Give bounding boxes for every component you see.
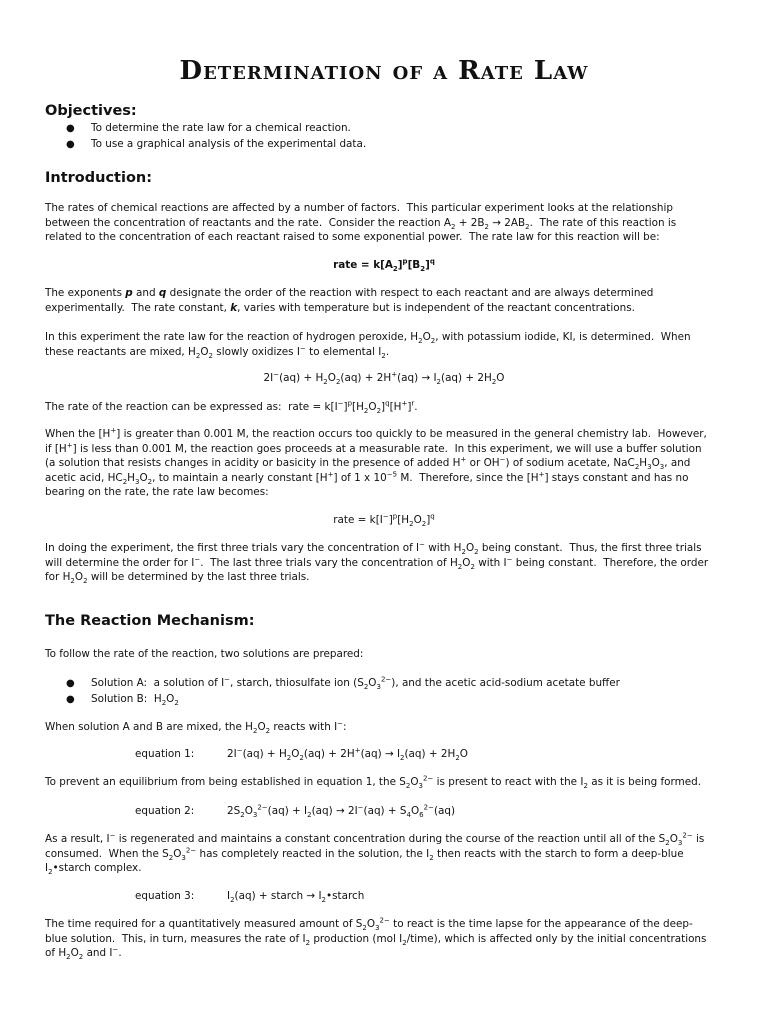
intro-paragraph-4: The rate of the reaction can be expressed as: rate = $k[I^-]^p[H_2O_2]^q[H^+]^r$. — [45, 399, 418, 416]
bullet-icon: ● — [66, 678, 75, 689]
mechanism-paragraph-5: The time required for a quantitatively measured amount of $S_2O_3^{2-}$ to react is the time lapse for the appearance of the deep-blue solution. This, in turn, measures the rate of $I_2$ production (mol $I_2/time$), which is affected only by the initial concentrations of $H_2O_2$ and I−. — [45, 916, 707, 962]
intro-paragraph-2: The exponents p and q designate the order of the reaction with respect to each reactant and are always determined experimentally. The rate constant, k, varies with temperature but is independent of the reactant concentrations. — [45, 287, 654, 314]
intro-paragraph-3: In this experiment the rate law for the reaction of hydrogen peroxide, $H_2O_2$, with potassium iodide, KI, is determined. When these reactants are mixed, $H_2O_2$ slowly oxidizes I− to elemental $I_2$. — [45, 331, 691, 360]
equation-2-label: equation 2: — [135, 805, 195, 817]
intro-paragraph-6: In doing the experiment, the first three trials vary the concentration of I− with $H_2O_2$ being constant. Thus, the first three trials will determine the order for I−. The last three trials vary the concentration of $H_2O_2$ with I− being constant. Therefore, the order for $H_2O_2$ will be determined by the last three trials. — [45, 540, 709, 586]
bullet-icon: ● — [66, 139, 75, 150]
mechanism-paragraph-3: To prevent an equilibrium from being established in equation 1, the $S_2O_3^{2-}$ is present to react with the $I_2$ as it is being formed. — [45, 774, 702, 791]
overall-reaction-equation: $2I^-(aq) + H_2O_2(aq) + 2H^+(aq) \to I_2(aq) + 2H_2O$ — [263, 370, 505, 387]
mechanism-paragraph-1: To follow the rate of the reaction, two solutions are prepared: — [45, 648, 364, 660]
objective-item: To determine the rate law for a chemical reaction. — [91, 122, 351, 134]
mechanism-paragraph-2: When solution A and B are mixed, the $H_2O_2$ reacts with I−: — [45, 719, 347, 736]
mechanism-paragraph-4: As a result, I− is regenerated and maintains a constant concentration during the course of the reaction until all of the $S_2O_3^{2-}$ is consumed. When the $S_2O_3^{2-}$ has completely reacted in the solution, the $I_2$ then reacts with the starch to form a deep-blue $I_2•starch$ complex. — [45, 831, 705, 877]
introduction-heading: Introduction: — [45, 170, 153, 186]
objective-item: To use a graphical analysis of the experimental data. — [91, 138, 367, 150]
bullet-icon: ● — [66, 694, 75, 705]
equation-1: $2I^-(aq) + H_2O_2(aq) + 2H^+(aq) \to I_2(aq) + 2H_2O$ — [227, 746, 468, 763]
equation-3: $I_2(aq)$ + starch → $I_2•starch$ — [227, 890, 365, 905]
mechanism-heading: The Reaction Mechanism: — [45, 613, 255, 629]
bullet-icon: ● — [66, 123, 75, 134]
page-title: Determination of a Rate Law — [179, 56, 589, 86]
intro-paragraph-1: The rates of chemical reactions are affected by a number of factors. This particular experiment looks at the relationship between the concentration of reactants and the rate. Consider the reaction $A_2 + 2B_2 \to 2AB_2$. The rate of this reaction is related to the concentration of each reactant raised to some exponential power. The rate law for this reaction will be: — [45, 202, 677, 244]
intro-paragraph-5: When the [H+] is greater than 0.001 M, the reaction occurs too quickly to be measured in the general chemistry lab. However, if [H+] is less than 0.001 M, the reaction goes proceeds at a measurable rate. In this experiment, we will use a buffer solution (a solution that resists changes in acidity or basicity in the presence of added H+ or OH−) of sodium acetate, $NaC_2H_3O_3$, and acetic acid, $HC_2H_3O_2$, to maintain a nearly constant [H+] of 1 x $10^{-5}$ M. Therefore, since the [H+] stays constant and has no bearing on the rate, the rate law becomes: — [45, 426, 707, 499]
solution-a-item: Solution A: a solution of I−, starch, thiosulfate ion $(S_2O_3^{2-})$, and the acetic acid-sodium acetate buffer — [91, 675, 620, 692]
equation-1-label: equation 1: — [135, 748, 195, 760]
objectives-heading: Objectives: — [45, 103, 137, 119]
rate-law-general: rate = $k[A_2]^p[B_2]^q$ — [333, 257, 435, 274]
equation-2: $2S_2O_3^{2-}(aq) + I_2(aq) \to 2I^-(aq) + S_4O_6^{2-}(aq)$ — [227, 803, 456, 820]
solution-b-item: Solution B: $H_2O_2$ — [91, 693, 179, 708]
rate-law-simplified: rate = $k[I^-]^p[H_2O_2]^q$ — [333, 512, 435, 529]
equation-3-label: equation 3: — [135, 890, 195, 902]
